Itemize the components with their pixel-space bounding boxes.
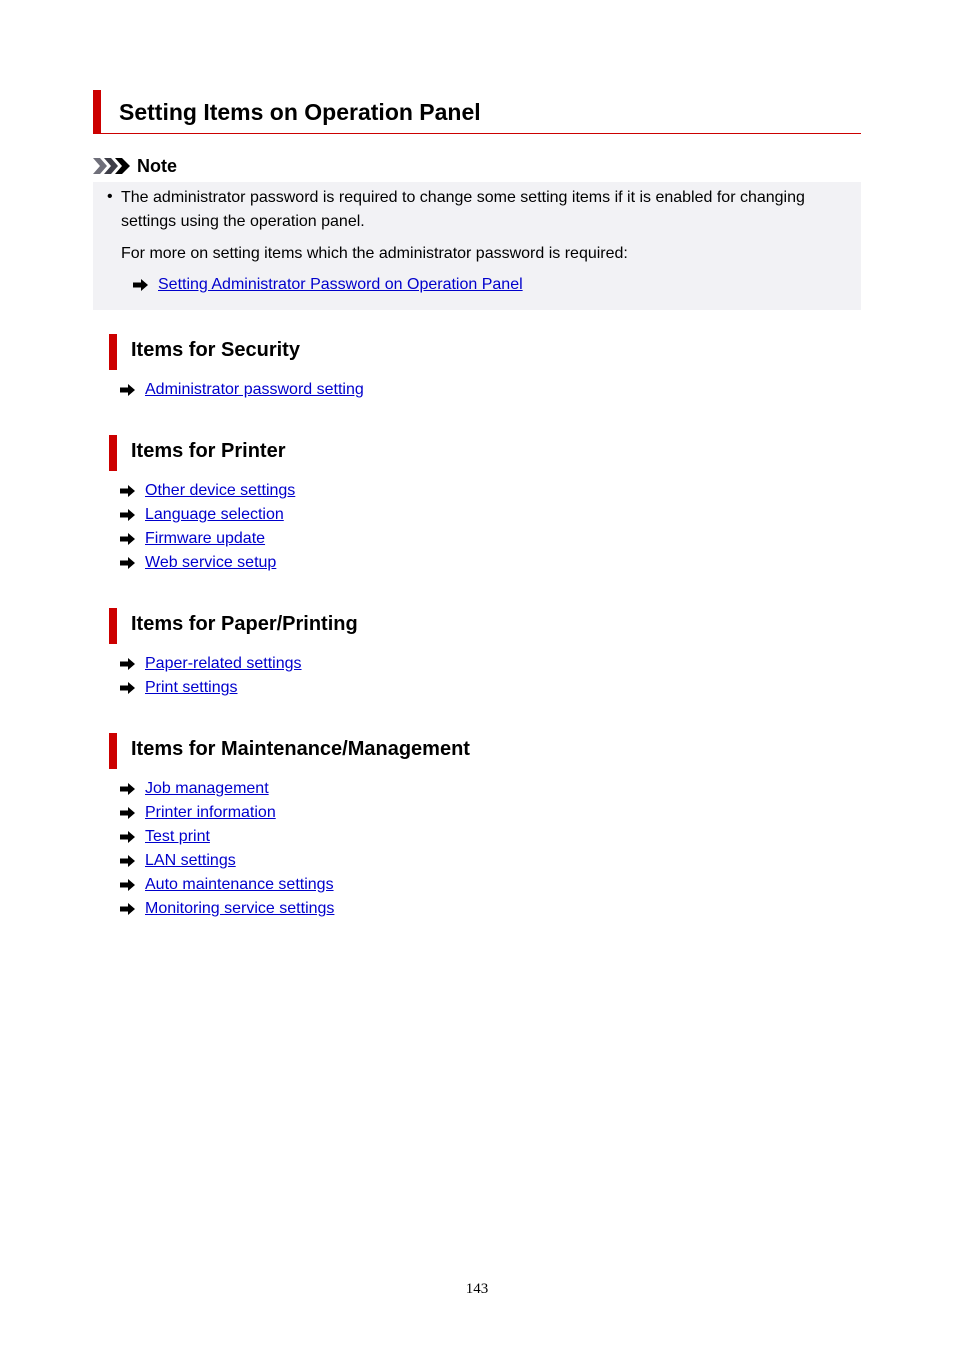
arrow-right-icon	[120, 903, 135, 915]
test-print-link[interactable]: Test print	[145, 828, 210, 845]
note-link-row	[133, 273, 523, 297]
list-item	[120, 527, 295, 551]
list-item	[120, 801, 334, 825]
page-title: Setting Items on Operation Panel	[119, 99, 481, 125]
section-links	[120, 378, 364, 402]
list-item	[120, 652, 302, 676]
language-selection-link[interactable]: Language selection	[145, 506, 284, 523]
arrow-right-icon	[120, 384, 135, 396]
note-more-text: For more on setting items which the administrator password is required:	[121, 245, 628, 262]
arrow-right-icon	[120, 485, 135, 497]
section-links	[120, 479, 295, 575]
page-number: 143	[465, 1281, 489, 1297]
list-item	[120, 873, 334, 897]
note-chevrons-icon	[93, 157, 131, 175]
title-accent-bar	[93, 90, 101, 133]
list-item	[120, 503, 295, 527]
note-bullet: •	[107, 188, 113, 205]
arrow-right-icon	[133, 279, 148, 291]
auto-maintenance-settings-link[interactable]: Auto maintenance settings	[145, 876, 334, 893]
administrator-password-setting-link[interactable]: Administrator password setting	[145, 381, 364, 398]
job-management-link[interactable]: Job management	[145, 780, 269, 797]
section-accent-bar	[109, 608, 117, 644]
firmware-update-link[interactable]: Firmware update	[145, 530, 266, 547]
arrow-right-icon	[120, 682, 135, 694]
page-title-block	[93, 90, 861, 134]
note-label: Note	[137, 155, 177, 176]
section-title: Items for Security	[131, 339, 300, 361]
section-title: Items for Maintenance/Management	[131, 738, 470, 760]
arrow-right-icon	[120, 807, 135, 819]
section-accent-bar	[109, 733, 117, 769]
section-links	[120, 652, 302, 700]
arrow-right-icon	[120, 879, 135, 891]
paper-related-settings-link[interactable]: Paper-related settings	[145, 655, 302, 672]
list-item	[120, 825, 334, 849]
monitoring-service-settings-link[interactable]: Monitoring service settings	[145, 900, 335, 917]
list-item	[120, 849, 334, 873]
section-title: Items for Printer	[131, 440, 286, 462]
note-header	[93, 155, 177, 177]
list-item	[120, 479, 295, 503]
list-item	[120, 551, 295, 575]
arrow-right-icon	[120, 557, 135, 569]
arrow-right-icon	[120, 533, 135, 545]
lan-settings-link[interactable]: LAN settings	[145, 852, 236, 869]
section-links	[120, 777, 334, 921]
note-link[interactable]: Setting Administrator Password on Operation Panel	[158, 276, 523, 293]
web-service-setup-link[interactable]: Web service setup	[145, 554, 277, 571]
other-device-settings-link[interactable]: Other device settings	[145, 482, 296, 499]
section-title: Items for Paper/Printing	[131, 613, 358, 635]
list-item	[120, 378, 364, 402]
list-item	[120, 777, 334, 801]
section-accent-bar	[109, 435, 117, 471]
list-item	[120, 676, 302, 700]
arrow-right-icon	[120, 509, 135, 521]
printer-information-link[interactable]: Printer information	[145, 804, 276, 821]
arrow-right-icon	[120, 831, 135, 843]
list-item	[120, 897, 334, 921]
note-text: The administrator password is required to change some setting items if it is enabled for changing settings using the operation panel.	[121, 189, 805, 230]
note-box	[93, 182, 861, 310]
arrow-right-icon	[120, 658, 135, 670]
section-accent-bar	[109, 334, 117, 370]
print-settings-link[interactable]: Print settings	[145, 679, 238, 696]
arrow-right-icon	[120, 783, 135, 795]
arrow-right-icon	[120, 855, 135, 867]
